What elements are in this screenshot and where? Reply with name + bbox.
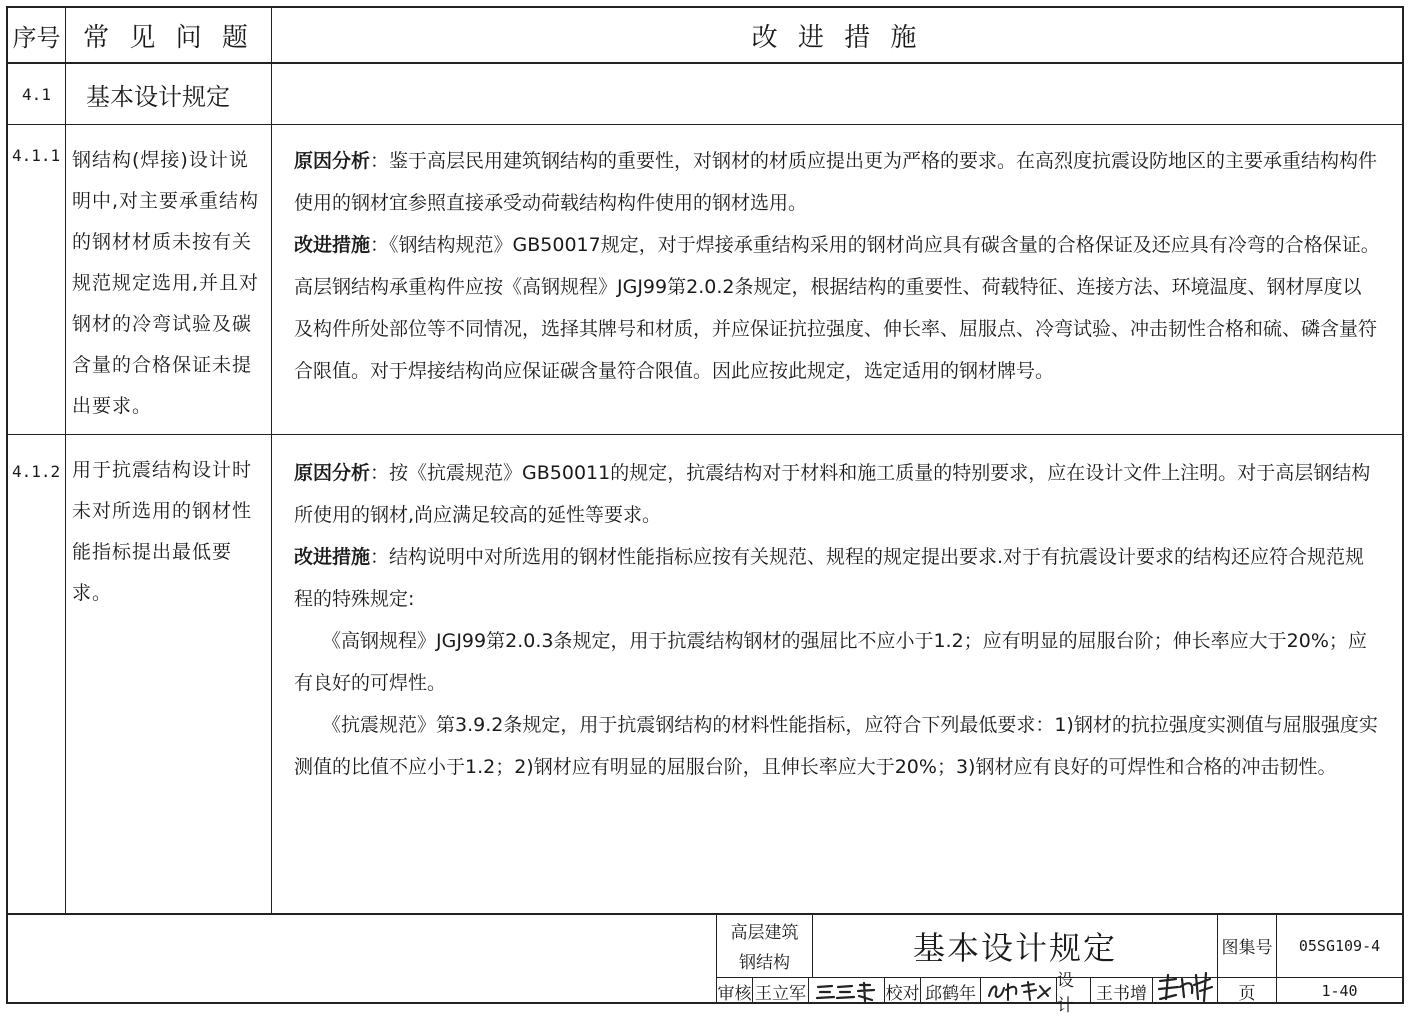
reviewer-signature: [812, 979, 882, 1003]
header-no: 序号: [12, 23, 61, 52]
tb-review-label: 审核: [717, 983, 752, 1004]
tb-divider: [1152, 977, 1153, 1004]
tb-atlas-no: 05SG109-4: [1298, 936, 1381, 955]
col-divider-1: [65, 6, 66, 913]
tb-designer: 王书增: [1096, 983, 1147, 1004]
tb-divider: [980, 977, 981, 1004]
tb-check-label: 校对: [885, 983, 920, 1004]
paragraph: 改进措施：结构说明中对所选用的钢材性能指标应按有关规范、规程的规定提出要求.对于有抗震设计要求的结构还应符合规范规程的特殊规定:: [294, 546, 1365, 610]
row-number: 4.1.2: [12, 462, 61, 481]
tb-divider: [808, 977, 809, 1004]
tb-design-label: 设计: [1057, 971, 1074, 1016]
paragraph: 《抗震规范》第3.9.2条规定，用于抗震钢结构的材料性能指标，应符合下列最低要求：1)钢材的抗拉强度实测值与屈服强度实测值的比值不应小于1.2；2)钢材应有明显的屈服台阶，且伸长率应大于20%；3)钢材应有良好的可焊性和合格的冲击韧性。: [294, 714, 1378, 778]
paragraph: 原因分析：按《抗震规范》GB50011的规定，抗震结构对于材料和施工质量的特别要求，应在设计文件上注明。对于高层钢结构所使用的钢材,尚应满足较高的延性等要求。: [294, 462, 1371, 526]
paragraph: 《高钢规程》JGJ99第2.0.3条规定，用于抗震结构钢材的强屈比不应小于1.2；应有明显的屈服台阶；伸长率应大于20%；应有良好的可焊性。: [294, 630, 1367, 694]
problem-text: 用于抗震结构设计时未对所选用的钢材性能指标提出最低要求。: [72, 459, 253, 604]
tb-page-label: 页: [1238, 983, 1256, 1004]
measure-text: [294, 140, 1380, 392]
section-title: 基本设计规定: [86, 82, 230, 111]
tb-project-line1: 高层建筑: [730, 922, 799, 943]
paragraph-label: 原因分析: [294, 150, 371, 172]
tb-project-line2: 钢结构: [739, 952, 790, 973]
section-number: 4.1: [22, 84, 51, 104]
row-divider: [6, 434, 1404, 435]
measure-text: [294, 452, 1380, 788]
header-problem: 常 见 问 题: [83, 22, 254, 53]
paragraph: 原因分析：鉴于高层民用建筑钢结构的重要性，对钢材的材质应提出更为严格的要求。在高烈度抗震设防地区的主要承重结构构件使用的钢材宜参照直接承受动荷载结构构件使用的钢材选用。: [294, 150, 1378, 214]
paragraph: 改进措施：《钢结构规范》GB50017规定，对于焊接承重结构采用的钢材尚应具有碳含量的合格保证及还应具有冷弯的合格保证。高层钢结构承重构件应按《高钢规程》JGJ99第2.0.2条规定，根据结构的重要性、荷载特征、连接方法、环境温度、钢材厚度以及构件所处部位等不同情况，选择其牌号和材质，并应保证抗拉强度、伸长率、屈服点、冷弯试验、冲击韧性合格和硫、磷含量符合限值。对于焊接结构尚应保证碳含量符合限值。因此应按此规定，选定适用的钢材牌号。: [294, 234, 1380, 382]
tb-reviewer: 王立军: [755, 983, 806, 1004]
designer-signature: [1154, 969, 1216, 1003]
paragraph-label: 改进措施: [294, 546, 371, 568]
row-number: 4.1.1: [12, 146, 61, 165]
col-divider-2: [271, 6, 272, 913]
tb-page-no: 1-40: [1321, 982, 1358, 1000]
header-measure: 改 进 措 施: [751, 22, 923, 53]
tb-atlas-label: 图集号: [1221, 938, 1273, 958]
problem-text: 钢结构(焊接)设计说明中,对主要承重结构的钢材材质未按有关规范规定选用,并且对钢材的冷弯试验及碳含量的合格保证未提出要求。: [72, 149, 260, 417]
section-divider: [6, 124, 1404, 125]
tb-drawing-title: 基本设计规定: [912, 928, 1117, 967]
paragraph-label: 原因分析: [294, 462, 371, 484]
paragraph-label: 改进措施: [294, 234, 371, 256]
checker-signature: [984, 978, 1054, 1003]
tb-checker: 邱鹤年: [925, 983, 976, 1004]
